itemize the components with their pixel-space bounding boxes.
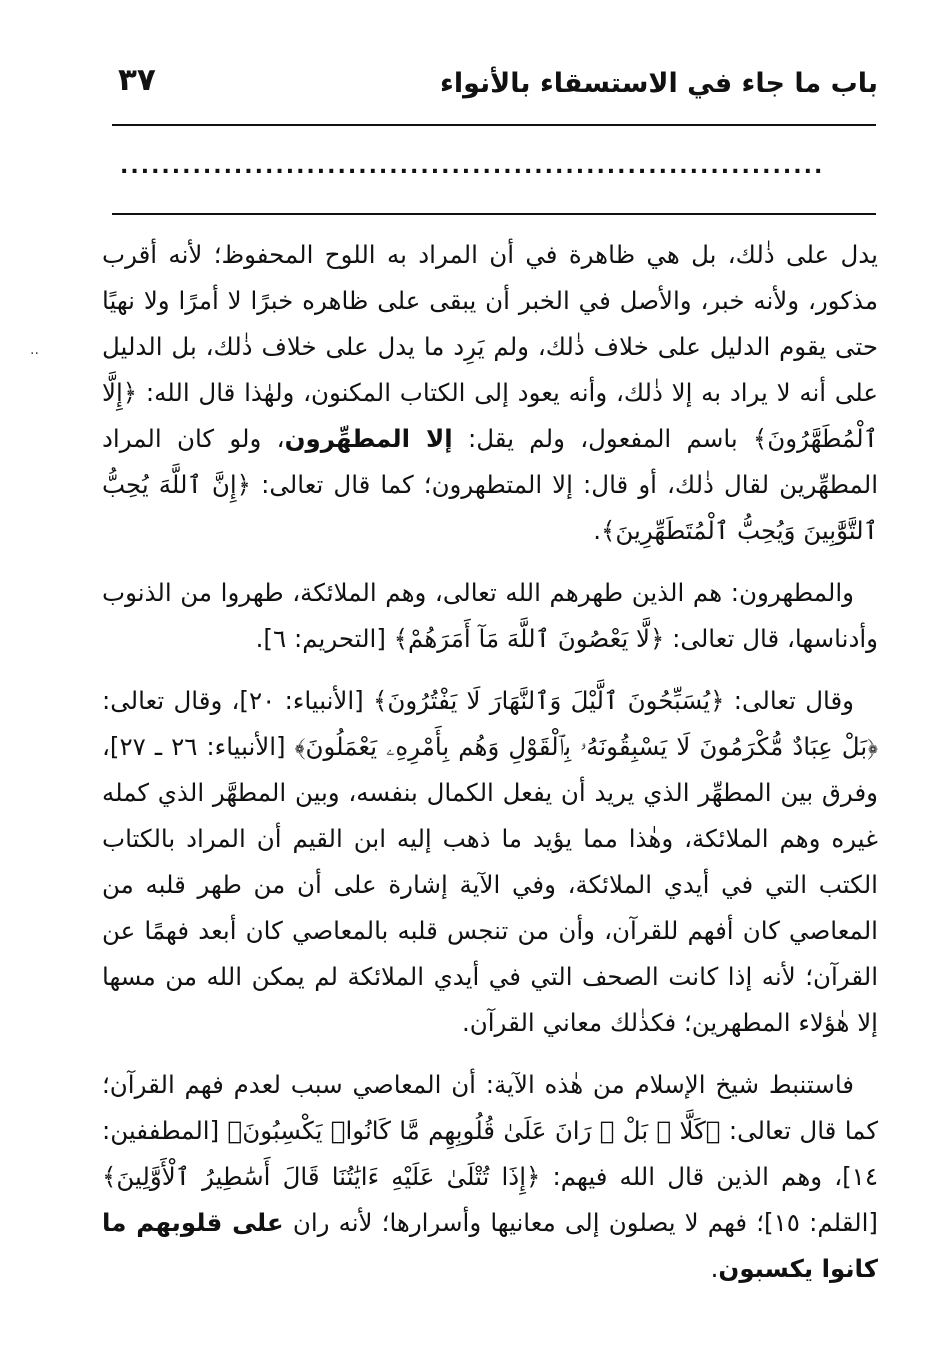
text-run: . (710, 1254, 719, 1283)
text-run: ، ولو كان المراد المطهِّرين لقال ذٰلك، أو قال: إلا المتطهرون؛ كما قال تعالى: ﴿إِنَّ ٱللَّهَ يُحِبُّ ٱلتَّوَّٰبِينَ وَيُحِبُّ ٱلْمُتَطَهِّرِينَ﴾. (102, 424, 878, 545)
page-header (118, 62, 878, 112)
text-run: يدل على ذٰلك، بل هي ظاهرة في أن المراد به اللوح المحفوظ؛ لأنه أقرب مذكور، ولأنه خبر، والأصل في الخبر أن يبقى على ظاهره خبرًا لا أمرًا ولا نهيًا حتى يقوم الدليل على خلاف ذٰلك، ولم يَرِد ما يدل على خلاف ذٰلك، بل الدليل على أنه لا يراد به إلا ذٰلك، وأنه يعود إلى الكتاب المكنون، ولهٰذا قال الله: ﴿إِلَّا ٱلْمُطَهَّرُونَ﴾ باسم المفعول، ولم يقل: (102, 240, 879, 453)
chapter-title: باب ما جاء في الاستسقاء بالأنواء (440, 68, 878, 99)
text-run: والمطهرون: هم الذين طهرهم الله تعالى، وهم الملائكة، طهروا من الذنوب وأدناسها، قال تعالى: ﴿لَّا يَعْصُونَ ٱللَّهَ مَآ أَمَرَهُمْ﴾ [التحريم: ٦]. (102, 578, 878, 653)
header-rule (112, 124, 876, 126)
page-number: ٣٧ (118, 62, 156, 98)
separator-rule (112, 213, 876, 215)
bold-text-run: على قلوبهم ما كانوا يكسبون (102, 1208, 878, 1283)
bold-text-run: إلا المطهِّرون (284, 424, 453, 453)
text-run: فاستنبط شيخ الإسلام من هٰذه الآية: أن المعاصي سبب لعدم فهم القرآن؛ كما قال تعالى: ﴿كَلَّا ۖ بَلْ ۜ رَانَ عَلَىٰ قُلُوبِهِم مَّا كَانُوا۟ يَكْسِبُونَ﴾ [المطففين: ١٤]، وهم الذين قال الله فيهم: ﴿إِذَا تُتْلَىٰ عَلَيْهِ ءَايَٰتُنَا قَالَ أَسَٰطِيرُ ٱلْأَوَّلِينَ﴾ [القلم: ١٥]؛ فهم لا يصلون إلى معانيها وأسرارها؛ لأنه ران (102, 1070, 878, 1237)
footnote-dots: .................................................................... (120, 154, 825, 179)
paragraph (102, 678, 878, 1046)
paragraph (102, 232, 878, 554)
paragraph (102, 570, 878, 662)
paragraph (102, 1062, 878, 1292)
margin-mark: .. (30, 342, 39, 358)
body-text (102, 232, 878, 1292)
text-run: وقال تعالى: ﴿يُسَبِّحُونَ ٱلَّيْلَ وَٱلنَّهَارَ لَا يَفْتُرُونَ﴾ [الأنبياء: ٢٠]، وقال تعالى: ﴿بَلْ عِبَادٌ مُّكْرَمُونَ لَا يَسْبِقُونَهُۥ بِٱلْقَوْلِ وَهُم بِأَمْرِهِۦ يَعْمَلُونَ﴾ [الأنبياء: ٢٦ ـ ٢٧]، وفرق بين المطهِّر الذي يريد أن يفعل الكمال بنفسه، وبين المطهَّر الذي كمله غيره وهم الملائكة، وهٰذا مما يؤيد ما ذهب إليه ابن القيم أن المراد بالكتاب الكتب التي في أيدي الملائكة، وفي الآية إشارة على أن من طهر قلبه من المعاصي كان أفهم للقرآن، وأن من تنجس قلبه بالمعاصي كان أبعد فهمًا عن القرآن؛ لأنه إذا كانت الصحف التي في أيدي الملائكة لم يمكن الله من مسها إلا هٰؤلاء المطهرين؛ فكذٰلك معاني القرآن. (102, 686, 878, 1037)
